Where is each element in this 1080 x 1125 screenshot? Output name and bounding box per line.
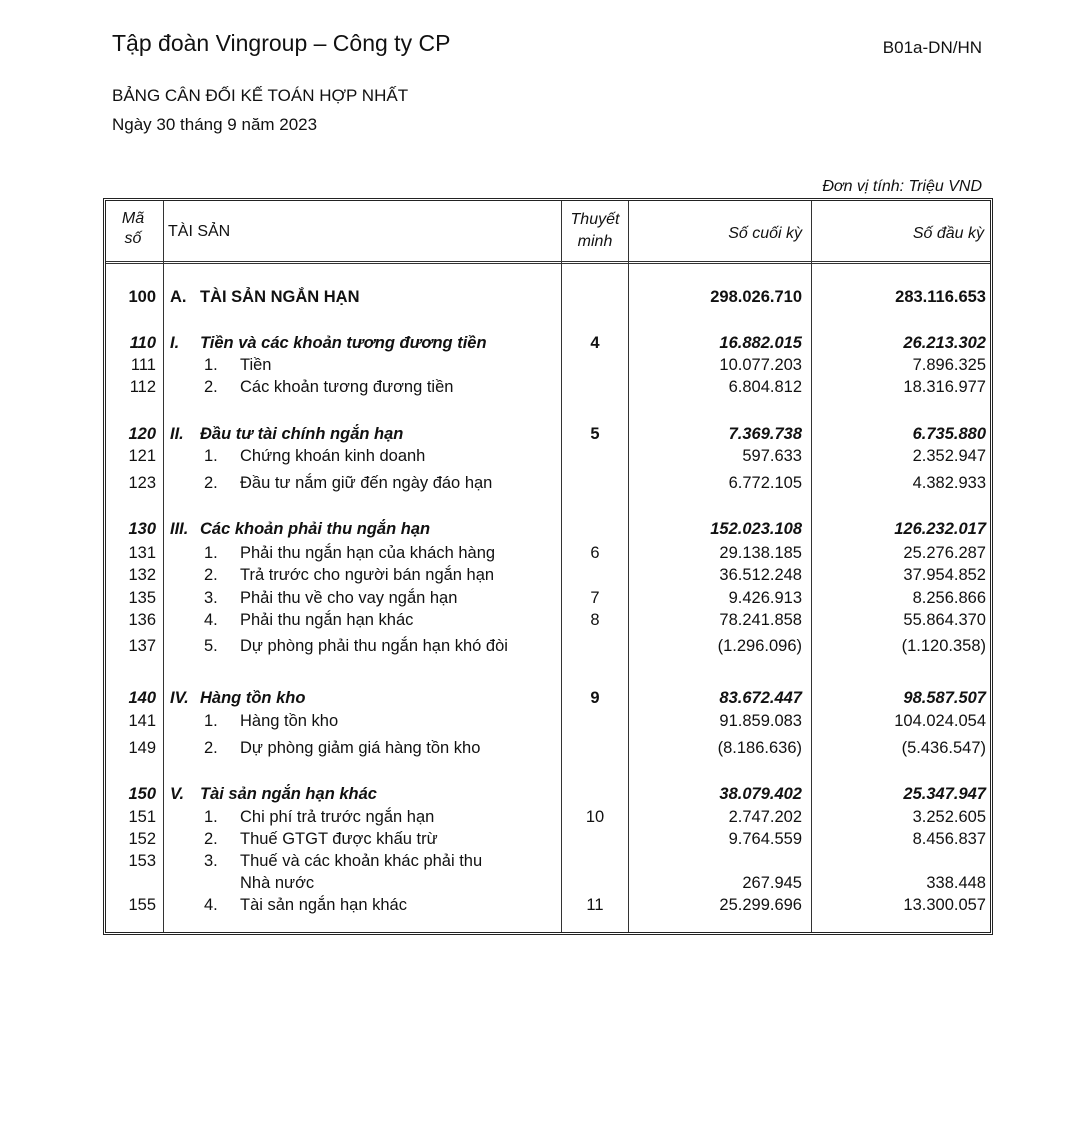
row-begin-value: 7.896.325 [912, 356, 986, 374]
row-note: 4 [590, 334, 600, 352]
row-number: 1. [204, 447, 218, 465]
table-row [106, 609, 990, 631]
row-code: 120 [128, 425, 156, 443]
row-label: Thuế và các khoản khác phải thu [240, 852, 483, 870]
row-code: 141 [128, 712, 156, 730]
table-row [106, 872, 990, 894]
row-begin-value: (1.120.358) [901, 637, 986, 655]
row-number: 1. [204, 808, 218, 826]
table-row [106, 376, 990, 398]
row-begin-value: 338.448 [926, 874, 986, 892]
table-row [106, 445, 990, 467]
row-roman: V. [170, 785, 185, 803]
row-end-value: 16.882.015 [719, 334, 802, 352]
row-label: Dự phòng giảm giá hàng tồn kho [240, 739, 481, 757]
row-end-value: 29.138.185 [719, 544, 802, 562]
row-code: 155 [128, 896, 156, 914]
table-row [106, 332, 990, 354]
row-begin-value: 18.316.977 [903, 378, 986, 396]
row-number: 1. [204, 544, 218, 562]
table-row [106, 783, 990, 805]
row-begin-value: 37.954.852 [903, 566, 986, 584]
row-end-value: 83.672.447 [719, 689, 802, 707]
row-begin-value: 3.252.605 [912, 808, 986, 826]
row-label: Thuế GTGT được khấu trừ [240, 830, 438, 848]
table-row [106, 354, 990, 376]
row-code: 110 [129, 334, 156, 352]
row-begin-value: 25.276.287 [903, 544, 986, 562]
row-roman: III. [170, 520, 189, 538]
document-date: Ngày 30 tháng 9 năm 2023 [112, 115, 318, 134]
column-header-end-period: Số cuối kỳ [728, 225, 802, 242]
row-number: 2. [204, 830, 218, 848]
row-begin-value: 283.116.653 [895, 288, 986, 306]
column-header-begin-period: Số đầu kỳ [912, 225, 984, 242]
row-label: Nhà nước [240, 874, 315, 892]
row-label: Tài sản ngắn hạn khác [240, 896, 407, 914]
row-number: 2. [204, 378, 218, 396]
table-row [106, 518, 990, 540]
row-label: Chứng khoán kinh doanh [240, 447, 426, 465]
row-number: 2. [204, 739, 218, 757]
row-number: 5. [204, 637, 218, 655]
row-begin-value: 25.347.947 [903, 785, 986, 803]
row-end-value: 38.079.402 [719, 785, 802, 803]
row-label: Các khoản tương đương tiền [240, 378, 454, 396]
row-number: 3. [204, 589, 218, 607]
row-begin-value: 104.024.054 [894, 712, 986, 730]
table-row [106, 806, 990, 828]
row-note: 8 [590, 611, 600, 629]
row-end-value: 25.299.696 [719, 896, 802, 914]
row-label: Đầu tư tài chính ngắn hạn [200, 425, 404, 443]
row-end-value: 2.747.202 [728, 808, 802, 826]
unit-label: Đơn vị tính: Triệu VND [822, 178, 982, 195]
row-end-value: (1.296.096) [717, 637, 802, 655]
row-number: 4. [204, 611, 218, 629]
row-code: 111 [130, 356, 156, 374]
row-roman: IV. [170, 689, 189, 707]
table-row [106, 587, 990, 609]
row-code: 131 [128, 544, 156, 562]
row-code: 151 [128, 808, 156, 826]
row-note: 6 [590, 544, 600, 562]
row-number: 1. [204, 356, 218, 374]
company-name: Tập đoàn Vingroup – Công ty CP [112, 30, 451, 56]
row-label: Chi phí trả trước ngắn hạn [240, 808, 435, 826]
row-label: Trả trước cho người bán ngắn hạn [240, 566, 495, 584]
row-number: 2. [204, 474, 218, 492]
row-label: Phải thu ngắn hạn của khách hàng [240, 544, 496, 562]
row-end-value: 78.241.858 [719, 611, 802, 629]
column-header-code-line1: Mã [121, 210, 145, 227]
table-row [106, 894, 990, 916]
row-number: 4. [204, 896, 218, 914]
row-code: 135 [128, 589, 156, 607]
row-roman: A. [170, 288, 187, 306]
column-header-assets: TÀI SẢN [168, 223, 231, 240]
document-title: BẢNG CÂN ĐỐI KẾ TOÁN HỢP NHẤT [112, 86, 409, 105]
row-code: 140 [128, 689, 156, 707]
row-roman: II. [170, 425, 184, 443]
row-code: 100 [128, 288, 156, 306]
row-label: Hàng tồn kho [240, 712, 339, 730]
row-label: Phải thu ngắn hạn khác [240, 611, 414, 629]
row-end-value: 6.804.812 [728, 378, 802, 396]
table-row [106, 687, 990, 709]
row-begin-value: 8.256.866 [912, 589, 986, 607]
row-note: 11 [586, 896, 604, 914]
row-note: 10 [585, 808, 605, 826]
row-code: 112 [129, 378, 156, 396]
row-end-value: 7.369.738 [728, 425, 802, 443]
row-note: 9 [590, 689, 600, 707]
row-begin-value: 98.587.507 [903, 689, 986, 707]
row-begin-value: 4.382.933 [912, 474, 986, 492]
balance-sheet-table [103, 198, 993, 935]
row-begin-value: 2.352.947 [912, 447, 986, 465]
row-code: 130 [128, 520, 156, 538]
row-begin-value: 55.864.370 [903, 611, 986, 629]
row-label: Phải thu về cho vay ngắn hạn [240, 589, 458, 607]
table-row [106, 828, 990, 850]
row-label: Tài sản ngắn hạn khác [200, 785, 377, 803]
column-header-note [562, 209, 628, 253]
row-code: 123 [128, 474, 156, 492]
row-label: TÀI SẢN NGẮN HẠN [200, 288, 360, 306]
row-end-value: 10.077.203 [719, 356, 802, 374]
row-end-value: 267.945 [742, 874, 802, 892]
row-label: Tiền [240, 356, 272, 374]
row-end-value: 597.633 [742, 447, 802, 465]
row-code: 132 [128, 566, 156, 584]
row-end-value: 6.772.105 [728, 474, 802, 492]
row-begin-value: 126.232.017 [894, 520, 986, 538]
table-row [106, 564, 990, 586]
table-row [106, 542, 990, 564]
row-begin-value: 26.213.302 [903, 334, 986, 352]
row-note: 5 [590, 425, 600, 443]
row-code: 153 [128, 852, 156, 870]
row-code: 149 [128, 739, 156, 757]
table-row [106, 635, 990, 657]
row-code: 121 [128, 447, 156, 465]
row-roman: I. [170, 334, 180, 352]
row-end-value: 298.026.710 [710, 288, 802, 306]
row-end-value: 9.764.559 [728, 830, 802, 848]
row-label: Các khoản phải thu ngắn hạn [200, 520, 431, 538]
row-label: Tiền và các khoản tương đương tiền [200, 334, 487, 352]
row-code: 150 [128, 785, 156, 803]
row-label: Hàng tồn kho [200, 689, 306, 707]
row-code: 136 [128, 611, 156, 629]
row-begin-value: 8.456.837 [912, 830, 986, 848]
row-end-value: 36.512.248 [719, 566, 802, 584]
table-row [106, 710, 990, 732]
form-code: B01a-DN/HN [882, 38, 982, 57]
row-begin-value: (5.436.547) [901, 739, 986, 757]
row-number: 2. [204, 566, 218, 584]
column-header-code-line2: số [124, 230, 142, 247]
row-code: 137 [128, 637, 156, 655]
row-label: Dự phòng phải thu ngắn hạn khó đòi [240, 637, 508, 655]
table-row [106, 472, 990, 494]
row-number: 3. [204, 852, 218, 870]
table-row [106, 423, 990, 445]
row-end-value: (8.186.636) [717, 739, 802, 757]
table-row [106, 737, 990, 759]
row-end-value: 91.859.083 [719, 712, 802, 730]
header-separator [106, 261, 990, 264]
row-code: 152 [128, 830, 156, 848]
column-header-code [106, 209, 160, 249]
row-label: Đầu tư nắm giữ đến ngày đáo hạn [240, 474, 493, 492]
table-row [106, 286, 990, 308]
table-row [106, 850, 990, 872]
row-end-value: 9.426.913 [728, 589, 802, 607]
column-header-note-line1: Thuyết [570, 211, 620, 228]
row-number: 1. [204, 712, 218, 730]
column-header-note-line2: minh [577, 233, 613, 250]
row-begin-value: 13.300.057 [903, 896, 986, 914]
row-begin-value: 6.735.880 [912, 425, 986, 443]
row-end-value: 152.023.108 [710, 520, 802, 538]
row-note: 7 [590, 589, 600, 607]
